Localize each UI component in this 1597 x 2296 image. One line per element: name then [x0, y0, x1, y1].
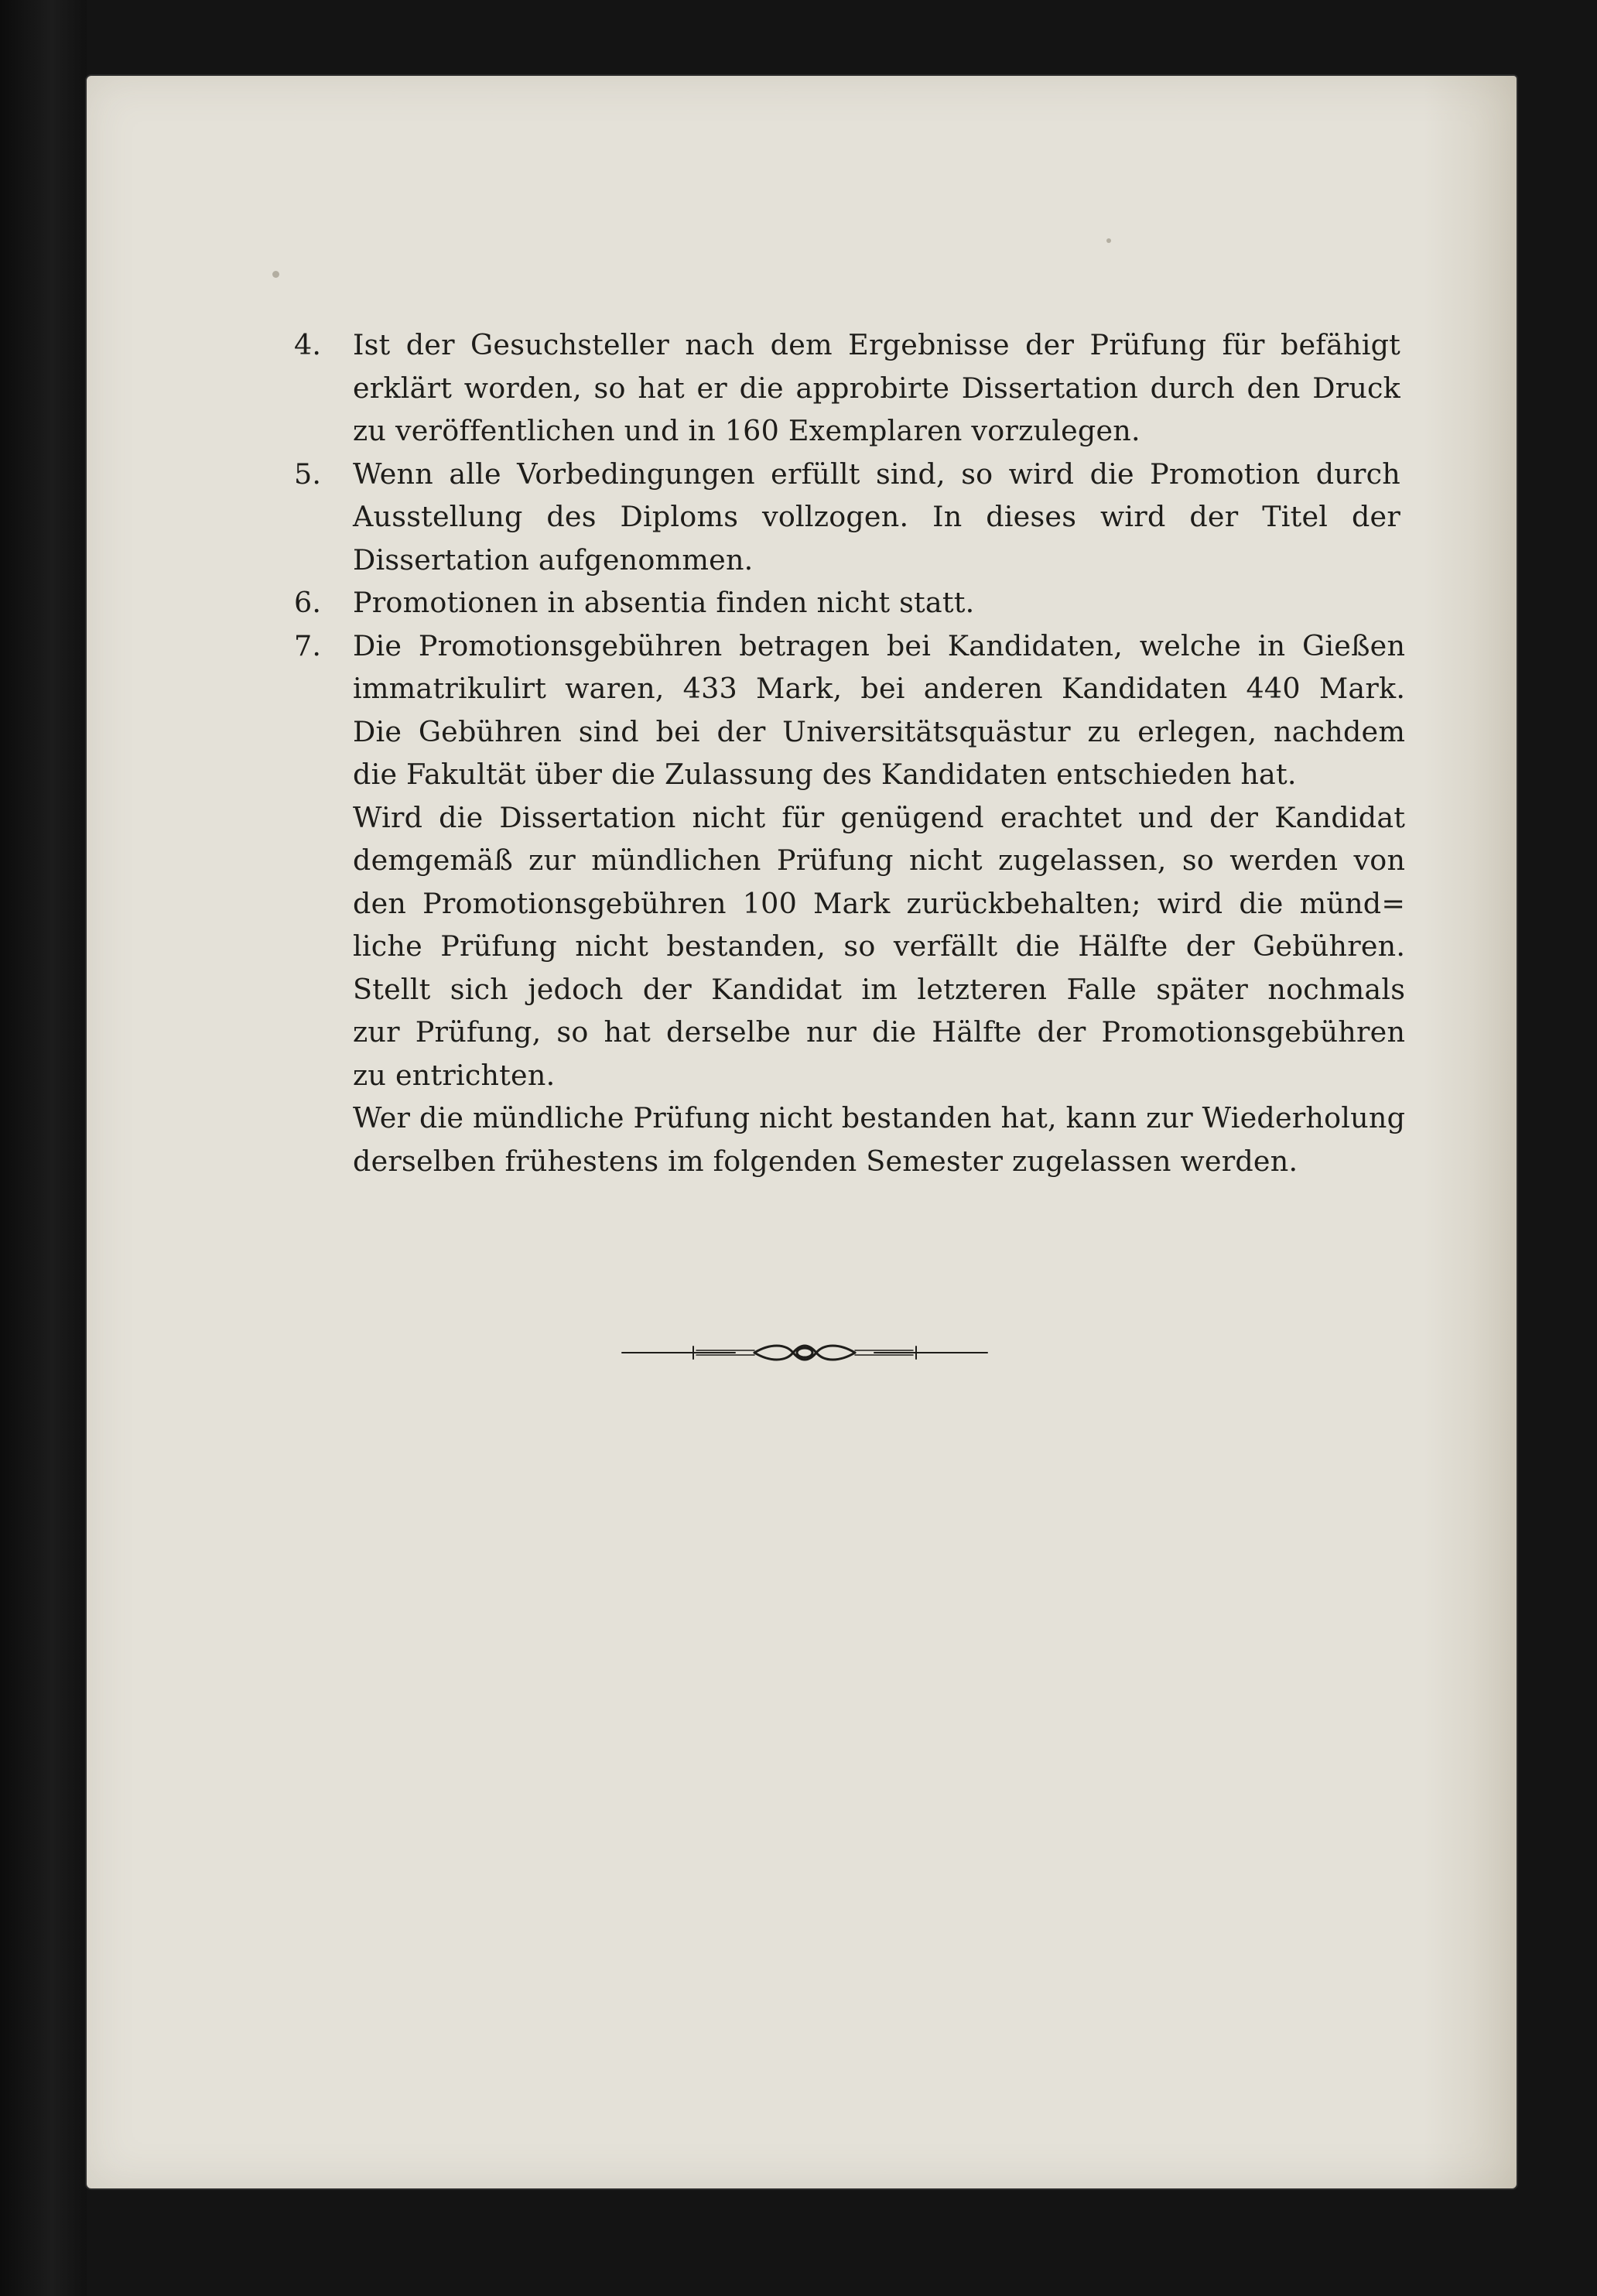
text-line: erklärt worden, so hat er die approbirte Dissertation durch den Druck	[353, 371, 1400, 405]
text-line: Die Promotionsgebühren betragen bei Kandidaten, welche in Gießen	[353, 628, 1406, 662]
paper-speck	[1106, 238, 1111, 243]
item-6	[294, 581, 1400, 624]
text-line: zu veröffentlichen und in 160 Exemplaren vorzulegen.	[353, 414, 1140, 447]
flourish-divider-icon	[619, 1337, 990, 1368]
text-line: den Promotionsgebühren 100 Mark zurückbehalten; wird die münd=	[353, 886, 1406, 920]
text-line: Wird die Dissertation nicht für genügend erachtet und der Kandidat	[353, 800, 1406, 834]
text-line: liche Prüfung nicht bestanden, so verfällt die Hälfte der Gebühren.	[353, 929, 1406, 963]
text-line: immatrikulirt waren, 433 Mark, bei anderen Kandidaten 440 Mark.	[353, 672, 1406, 705]
paper-speck	[272, 271, 279, 278]
text-line: zu entrichten.	[353, 1058, 556, 1092]
text-line: Die Gebühren sind bei der Universitätsquästur zu erlegen, nachdem	[353, 714, 1406, 748]
text-line: Wenn alle Vorbedingungen erfüllt sind, so wird die Promotion durch	[353, 457, 1400, 491]
item-number: 6.	[294, 586, 322, 619]
regulations-text	[294, 323, 1406, 1182]
text-line: Stellt sich jedoch der Kandidat im letzteren Falle später nochmals	[353, 972, 1406, 1006]
text-line: Ausstellung des Diploms vollzogen. In dieses wird der Titel der	[353, 500, 1400, 533]
item-number: 7.	[294, 628, 322, 662]
item-number: 4.	[294, 328, 322, 361]
text-line: Dissertation aufgenommen.	[353, 542, 754, 577]
text-line: Wer die mündliche Prüfung nicht bestanden hat, kann zur Wiederholung	[353, 1101, 1406, 1134]
item-5	[294, 453, 1400, 582]
text-line: derselben frühestens im folgenden Semester zugelassen werden.	[353, 1144, 1298, 1178]
text-line: Ist der Gesuchsteller nach dem Ergebnisse der Prüfung für befähigt	[353, 328, 1400, 361]
document-page	[87, 76, 1517, 2188]
item-4	[294, 323, 1400, 453]
text-line: demgemäß zur mündlichen Prüfung nicht zugelassen, so werden von	[353, 843, 1406, 877]
text-line: Promotionen in absentia finden nicht statt.	[353, 586, 975, 619]
paragraph-fees	[353, 624, 1405, 796]
text-line: die Fakultät über die Zulassung des Kandidaten entschieden hat.	[353, 758, 1297, 791]
text-line: zur Prüfung, so hat derselbe nur die Hälfte der Promotionsgebühren	[353, 1015, 1406, 1049]
book-binding	[0, 0, 87, 2296]
item-number: 5.	[294, 457, 322, 491]
item-7	[294, 624, 1406, 1183]
paragraph-repetition	[353, 1097, 1405, 1182]
paragraph-rejection	[353, 796, 1405, 1097]
